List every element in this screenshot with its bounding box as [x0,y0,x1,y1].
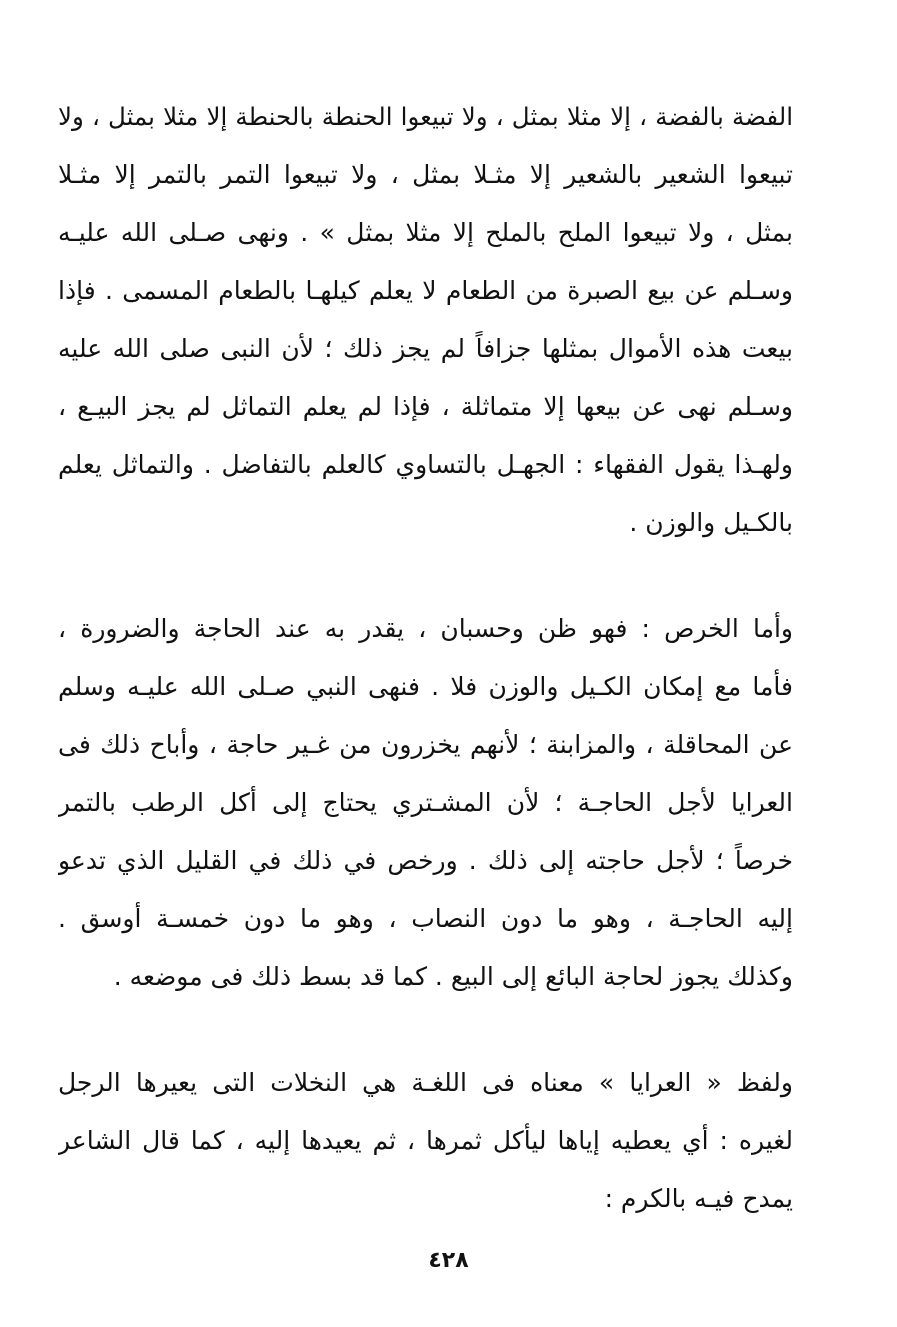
paragraph-3 [58,1054,793,1228]
text-line: العرايا لأجل الحاجـة ؛ لأن المشـتري يحتاج إلى أكل الرطب بالتمر [58,788,793,817]
text-line: الفضة بالفضة ، إلا مثلا بمثل ، ولا تبيعوا الحنطة بالحنطة إلا مثلا بمثل ، ولا [58,102,793,131]
page-number: ٤٢٨ [428,1248,469,1273]
text-line: ولهـذا يقول الفقهاء : الجهـل بالتساوي كالعلم بالتفاضل . والتماثل يعلم [58,450,793,479]
text-line: خرصاً ؛ لأجل حاجته إلى ذلك . ورخص في ذلك في القليل الذي تدعو [58,846,793,875]
text-line: وكذلك يجوز لحاجة البائع إلى البيع . كما قد بسط ذلك فى موضعه . [113,962,793,991]
text-line: بالكـيل والوزن . [629,508,793,537]
text-line: لغيره : أي يعطيه إياها ليأكل ثمرها ، ثم يعيدها إليه ، كما قال الشاعر [58,1126,793,1155]
text-line: وسـلم عن بيع الصبرة من الطعام لا يعلم كيلهـا بالطعام المسمى . فإذا [58,276,793,305]
text-line: تبيعوا الشعير بالشعير إلا مثـلا بمثل ، ولا تبيعوا التمر بالتمر إلا مثـلا [58,160,793,189]
paragraph-1 [58,88,793,552]
text-line: عن المحاقلة ، والمزابنة ؛ لأنهم يخزرون من غـير حاجة ، وأباح ذلك فى [58,730,793,759]
text-line: بيعت هذه الأموال بمثلها جزافاً لم يجز ذلك ؛ لأن النبى صلى الله عليه [58,334,793,363]
text-line: وأما الخرص : فهو ظن وحسبان ، يقدر به عند الحاجة والضرورة ، [58,614,793,643]
text-line: يمدح فيـه بالكرم : [604,1184,793,1213]
paragraph-2 [58,600,793,1006]
text-line: فأما مع إمكان الكـيل والوزن فلا . فنهى النبي صـلى الله عليـه وسلم [58,672,793,701]
text-line: بمثل ، ولا تبيعوا الملح بالملح إلا مثلا بمثل » . ونهى صـلى الله عليـه [58,218,793,247]
text-line: إليه الحاجـة ، وهو ما دون النصاب ، وهو ما دون خمسـة أوسق . [58,904,793,933]
page-body [58,88,793,1228]
text-line: ولفظ « العرايا » معناه فى اللغـة هي النخلات التى يعيرها الرجل [58,1068,793,1097]
text-line: وسـلم نهى عن بيعها إلا متماثلة ، فإذا لم يعلم التماثل لم يجز البيـع ، [58,392,793,421]
